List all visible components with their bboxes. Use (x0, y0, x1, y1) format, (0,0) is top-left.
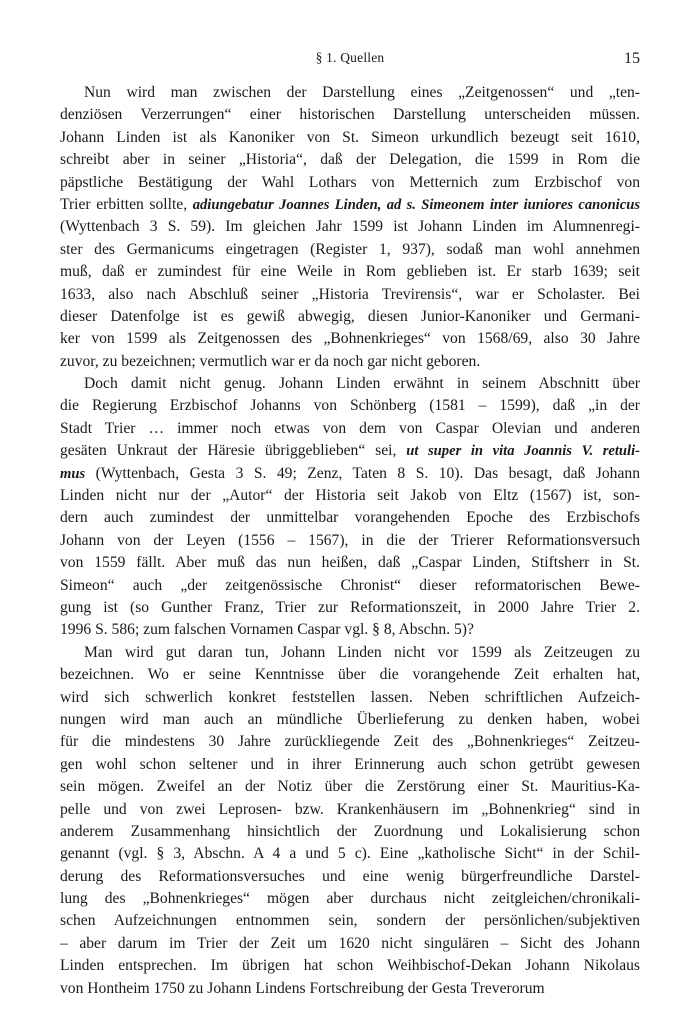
text-line (60, 351, 640, 373)
text-line (60, 239, 640, 261)
line-text: denziösen Verzerrungen“ einer historischen Darstellung unterscheiden müssen. (60, 106, 640, 124)
text-line (60, 284, 640, 306)
text-line (60, 597, 640, 619)
line-text: Johann von der Leyen (1556 – 1567), in die der Trierer Reformationsversuch (60, 531, 640, 549)
line-text: lung des „Bohnenkrieges“ mögen aber durchaus nicht zeitgleichen/chronikali- (60, 890, 640, 908)
text-line (60, 306, 640, 328)
line-text: genannt (vgl. § 3, Abschn. A 4 a und 5 c). Eine „katholische Sicht“ in der Schil- (60, 845, 640, 863)
line-text: gesäten Unkraut der Häresie übriggeblieben“ sei, (60, 442, 407, 460)
section-title: § 1. Quellen (315, 50, 385, 65)
line-text: Man wird gut daran tun, Johann Linden nicht vor 1599 als Zeitzeugen zu (84, 643, 640, 661)
running-head (60, 50, 640, 72)
line-text: schen Aufzeichnungen entnommen sein, sondern der persönlichen/subjektiven (60, 912, 640, 930)
line-text: schreibt aber in seiner „Historia“, daß der Delegation, die 1599 in Rom die (60, 151, 640, 169)
latin-quote: mus (60, 465, 86, 482)
text-line (60, 978, 640, 1000)
line-text: Doch damit nicht genug. Johann Linden erwähnt in seinem Abschnitt über (84, 375, 640, 393)
line-text: Linden nicht nur der „Autor“ der Historia seit Jakob von Eltz (1567) ist, son- (60, 487, 640, 505)
text-line (60, 463, 640, 485)
line-text: päpstliche Bestätigung der Wahl Lothars von Metternich zum Erzbischof von (60, 173, 640, 191)
text-line (60, 709, 640, 731)
text-line (60, 664, 640, 686)
page-number: 15 (624, 50, 640, 67)
text-line (60, 127, 640, 149)
text-line (60, 754, 640, 776)
line-text: nungen wird man auch an mündliche Überlieferung zu denken haben, wobei (60, 710, 640, 728)
text-line (60, 418, 640, 440)
line-text: derung des Reformationsversuches und eine wenig bürgerfreundliche Darstel- (60, 867, 640, 885)
text-line (60, 216, 640, 238)
line-text: (Wyttenbach, Gesta 3 S. 49; Zenz, Taten 8 S. 10). Das besagt, daß Johann (85, 464, 640, 482)
text-line (60, 933, 640, 955)
text-line (60, 261, 640, 283)
text-line (60, 843, 640, 865)
line-text: dern auch zumindest der unmittelbar vorangehenden Epoche des Erzbischofs (60, 509, 640, 527)
text-line (60, 955, 640, 977)
line-text: wird sich schwerlich konkret feststellen lassen. Neben schriftlichen Aufzeich- (60, 688, 640, 706)
line-text: ster des Germanicums eingetragen (Register 1, 937), sodaß man wohl annehmen (60, 240, 640, 258)
text-line (60, 776, 640, 798)
text-line (60, 642, 640, 664)
line-text: zuvor, zu bezeichnen; vermutlich war er da noch gar nicht geboren. (60, 352, 481, 370)
text-line (60, 328, 640, 350)
line-text: (Wyttenbach 3 S. 59). Im gleichen Jahr 1599 ist Johann Linden im Alumnenregi- (60, 218, 640, 236)
text-line (60, 687, 640, 709)
text-line (60, 619, 640, 641)
text-line (60, 194, 640, 216)
line-text: 1996 S. 586; zum falschen Vornamen Caspar vgl. § 8, Abschn. 5)? (60, 621, 474, 639)
text-line (60, 507, 640, 529)
line-text: von 1559 fällt. Aber muß das nun heißen, daß „Caspar Linden, Stiftsherr in St. (60, 554, 640, 572)
text-line (60, 799, 640, 821)
line-text: bezeichnen. Wo er seine Kenntnisse über die vorangehende Zeit erhalten hat, (60, 666, 640, 684)
text-line (60, 575, 640, 597)
text-line (60, 373, 640, 395)
line-text: für die mindestens 30 Jahre zurückliegende Zeit des „Bohnenkrieges“ Zeitzeu- (60, 733, 640, 751)
text-line (60, 395, 640, 417)
line-text: muß, daß er zumindest für eine Weile in Rom geblieben ist. Er starb 1639; seit (60, 263, 640, 281)
latin-quote: ut super in vita Joannis V. retuli- (406, 443, 640, 460)
line-text: Johann Linden ist als Kanoniker von St. Simeon urkundlich bezeugt seit 1610, (60, 128, 640, 146)
text-body (60, 82, 640, 1000)
line-text: gung ist (so Gunther Franz, Trier zur Reformationszeit, in 2000 Jahre Trier 2. (60, 598, 640, 616)
text-line (60, 485, 640, 507)
line-text: pelle und von zwei Leprosen- bzw. Krankenhäusern im „Bohnenkrieg“ sind in (60, 800, 640, 818)
text-line (60, 888, 640, 910)
text-line (60, 866, 640, 888)
line-text: sein mögen. Zweifel an der Notiz über die Zerstörung einer St. Mauritius-Ka- (60, 778, 640, 796)
text-line (60, 440, 640, 462)
text-line (60, 172, 640, 194)
line-text: ker von 1599 als Zeitgenossen des „Bohnenkrieges“ von 1568/69, also 30 Jahre (60, 330, 640, 348)
line-text: Trier erbitten sollte, (60, 195, 193, 213)
text-line (60, 910, 640, 932)
text-line (60, 552, 640, 574)
line-text: Nun wird man zwischen der Darstellung eines „Zeitgenossen“ und „ten- (84, 84, 640, 101)
text-line (60, 149, 640, 171)
line-text: – aber darum im Trier der Zeit um 1620 nicht singulären – Sicht des Johann (60, 934, 640, 952)
latin-quote: adiungebatur Joannes Linden, ad s. Simeonem inter iuniores canonicus (192, 196, 640, 213)
line-text: die Regierung Erzbischof Johanns von Schönberg (1581 – 1599), daß „in der (60, 397, 640, 415)
text-line (60, 731, 640, 753)
line-text: 1633, also nach Abschluß seiner „Historia Trevirensis“, war er Scholaster. Bei (60, 285, 640, 303)
line-text: anderem Zusammenhang hinsichtlich der Zuordnung und Lokalisierung schon (60, 822, 640, 840)
text-line (60, 821, 640, 843)
text-line (60, 82, 640, 104)
text-line (60, 530, 640, 552)
text-line (60, 104, 640, 126)
line-text: von Hontheim 1750 zu Johann Lindens Fortschreibung der Gesta Treverorum (60, 979, 545, 997)
line-text: gen wohl schon seltener und in ihrer Erinnerung auch schon getrübt gewesen (60, 755, 640, 773)
line-text: Simeon“ auch „der zeitgenössische Chronist“ dieser reformatorischen Bewe- (60, 576, 640, 594)
line-text: Stadt Trier … immer noch etwas von dem von Caspar Olevian und anderen (60, 419, 640, 437)
line-text: Linden entsprechen. Im übrigen hat schon Weihbischof-Dekan Johann Nikolaus (60, 957, 640, 975)
line-text: dieser Datenfolge ist es gewiß abwegig, diesen Junior-Kanoniker und Germani- (60, 307, 640, 325)
